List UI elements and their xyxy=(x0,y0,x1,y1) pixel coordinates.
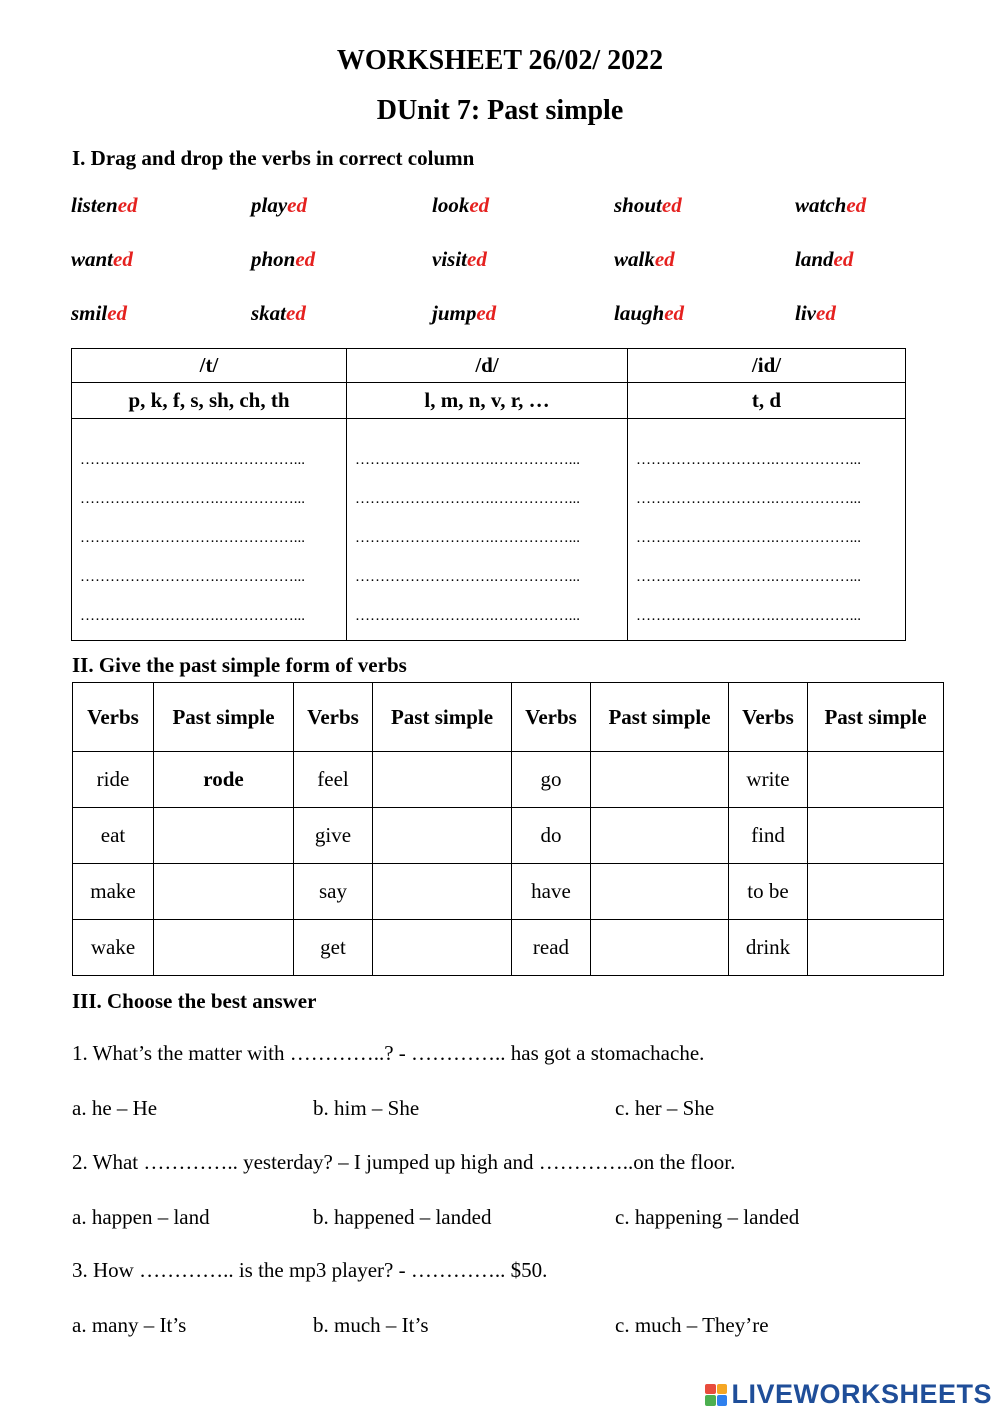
draggable-verb[interactable] xyxy=(795,301,836,326)
draggable-verb[interactable] xyxy=(251,193,307,218)
answer-line[interactable]: ……………………….……………... xyxy=(636,452,861,468)
sound-columns-table xyxy=(71,348,906,641)
past-simple-answer[interactable] xyxy=(373,808,512,864)
header-past-simple: Past simple xyxy=(591,683,729,752)
verb-stem: watch xyxy=(795,193,847,217)
verb-stem: smil xyxy=(71,301,108,325)
answer-option[interactable]: a. many – It’s xyxy=(72,1313,187,1337)
header-past-simple: Past simple xyxy=(373,683,512,752)
question-text: 2. What ………….. yesterday? – I jumped up high and …………..on the floor. xyxy=(72,1150,736,1174)
verb-stem: look xyxy=(432,193,470,217)
verb-cell: feel xyxy=(294,752,373,808)
section-2-heading: II. Give the past simple form of verbs xyxy=(72,653,407,677)
verb-suffix: ed xyxy=(661,193,682,217)
logo-icon xyxy=(705,1384,727,1406)
verb-stem: play xyxy=(251,193,288,217)
column-header-t: /t/ xyxy=(72,349,347,383)
drop-zone-t[interactable] xyxy=(72,419,347,641)
verb-stem: liv xyxy=(795,301,816,325)
verb-cell: say xyxy=(294,864,373,920)
past-simple-answer[interactable]: rode xyxy=(154,752,294,808)
answer-option[interactable]: c. much – They’re xyxy=(615,1313,769,1337)
verb-suffix: ed xyxy=(816,301,836,325)
draggable-verb[interactable] xyxy=(251,301,306,326)
verb-suffix: ed xyxy=(467,247,487,271)
answer-option[interactable]: a. happen – land xyxy=(72,1205,210,1229)
past-simple-answer[interactable] xyxy=(808,808,944,864)
verb-cell: write xyxy=(729,752,808,808)
verb-stem: want xyxy=(71,247,114,271)
verb-stem: listen xyxy=(71,193,118,217)
verb-cell: eat xyxy=(73,808,154,864)
draggable-verb[interactable] xyxy=(432,301,496,326)
answer-line[interactable]: ……………………….……………... xyxy=(80,608,305,624)
drop-zone-id[interactable] xyxy=(628,419,906,641)
past-simple-answer[interactable] xyxy=(591,808,729,864)
header-verbs: Verbs xyxy=(512,683,591,752)
table-row xyxy=(73,920,944,976)
column-letters-id: t, d xyxy=(628,383,906,419)
verb-stem: shout xyxy=(614,193,662,217)
table-row xyxy=(73,752,944,808)
drop-zone-d[interactable] xyxy=(347,419,628,641)
draggable-verb[interactable] xyxy=(71,193,138,218)
past-simple-answer[interactable] xyxy=(154,808,294,864)
verb-suffix: ed xyxy=(286,301,306,325)
past-simple-answer[interactable] xyxy=(373,920,512,976)
past-simple-answer[interactable] xyxy=(808,920,944,976)
table-row xyxy=(73,864,944,920)
answer-line[interactable]: ……………………….……………... xyxy=(355,491,580,507)
verb-suffix: ed xyxy=(107,301,128,325)
verb-stem: jump xyxy=(432,301,477,325)
draggable-verb[interactable] xyxy=(795,247,853,272)
verb-cell: read xyxy=(512,920,591,976)
answer-line[interactable]: ……………………….……………... xyxy=(636,491,861,507)
column-letters-t: p, k, f, s, sh, ch, th xyxy=(72,383,347,419)
verb-stem: laugh xyxy=(614,301,665,325)
verb-suffix: ed xyxy=(295,247,316,271)
header-past-simple: Past simple xyxy=(154,683,294,752)
verb-suffix: ed xyxy=(833,247,854,271)
draggable-verb[interactable] xyxy=(251,247,315,272)
past-simple-answer[interactable] xyxy=(808,864,944,920)
verb-cell: give xyxy=(294,808,373,864)
answer-line[interactable]: ……………………….……………... xyxy=(636,569,861,585)
answer-option[interactable]: a. he – He xyxy=(72,1096,158,1120)
answer-line[interactable]: ……………………….……………... xyxy=(80,569,305,585)
draggable-verb[interactable] xyxy=(614,247,675,272)
header-verbs: Verbs xyxy=(73,683,154,752)
logo-text: LIVEWORKSHEETS xyxy=(731,1379,992,1409)
answer-line[interactable]: ……………………….……………... xyxy=(636,608,861,624)
answer-line[interactable]: ……………………….……………... xyxy=(355,608,580,624)
worksheet-title: WORKSHEET 26/02/ 2022 xyxy=(336,45,664,76)
answer-line[interactable]: ……………………….……………... xyxy=(355,569,580,585)
answer-line[interactable]: ……………………….……………... xyxy=(80,452,305,468)
table-row xyxy=(73,808,944,864)
draggable-verb[interactable] xyxy=(71,301,127,326)
answer-option[interactable]: b. happened – landed xyxy=(313,1205,492,1229)
liveworksheets-logo xyxy=(705,1379,992,1410)
answer-option[interactable]: b. much – It’s xyxy=(313,1313,429,1337)
column-letters-d: l, m, n, v, r, … xyxy=(347,383,628,419)
section-1-heading: I. Drag and drop the verbs in correct column xyxy=(72,146,475,170)
draggable-verb[interactable] xyxy=(795,193,866,218)
verb-cell: go xyxy=(512,752,591,808)
section-3-heading: III. Choose the best answer xyxy=(72,989,317,1013)
draggable-verb[interactable] xyxy=(432,247,487,272)
answer-line[interactable]: ……………………….……………... xyxy=(355,452,580,468)
verb-suffix: ed xyxy=(846,193,867,217)
verb-stem: walk xyxy=(614,247,655,271)
past-simple-answer[interactable] xyxy=(373,752,512,808)
verb-cell: find xyxy=(729,808,808,864)
past-simple-answer[interactable] xyxy=(154,864,294,920)
column-header-d: /d/ xyxy=(347,349,628,383)
past-simple-answer[interactable] xyxy=(591,920,729,976)
header-past-simple: Past simple xyxy=(808,683,944,752)
verb-cell: to be xyxy=(729,864,808,920)
answer-option[interactable]: c. happening – landed xyxy=(615,1205,800,1229)
draggable-verb[interactable] xyxy=(614,193,682,218)
verb-suffix: ed xyxy=(654,247,675,271)
verb-suffix: ed xyxy=(476,301,497,325)
verb-cell: ride xyxy=(73,752,154,808)
draggable-verb[interactable] xyxy=(71,247,133,272)
answer-option[interactable]: b. him – She xyxy=(313,1096,420,1120)
draggable-verb[interactable] xyxy=(614,301,684,326)
answer-option[interactable]: c. her – She xyxy=(615,1096,715,1120)
answer-line[interactable]: ……………………….……………... xyxy=(636,530,861,546)
header-verbs: Verbs xyxy=(729,683,808,752)
verb-cell: make xyxy=(73,864,154,920)
verb-suffix: ed xyxy=(113,247,133,271)
verb-cell: have xyxy=(512,864,591,920)
draggable-verb[interactable] xyxy=(432,193,489,218)
verb-suffix: ed xyxy=(117,193,138,217)
past-simple-answer[interactable] xyxy=(591,864,729,920)
verb-cell: drink xyxy=(729,920,808,976)
verb-stem: land xyxy=(795,247,834,271)
question-text: 3. How ………….. is the mp3 player? - ………….. $50. xyxy=(72,1258,548,1282)
verb-cell: get xyxy=(294,920,373,976)
verb-suffix: ed xyxy=(287,193,307,217)
past-simple-answer[interactable] xyxy=(808,752,944,808)
unit-subtitle: DUnit 7: Past simple xyxy=(376,95,624,126)
verb-cell: wake xyxy=(73,920,154,976)
past-simple-answer[interactable] xyxy=(591,752,729,808)
verb-stem: skat xyxy=(251,301,287,325)
past-simple-table xyxy=(72,682,944,976)
verb-stem: phon xyxy=(251,247,296,271)
answer-line[interactable]: ……………………….……………... xyxy=(80,491,305,507)
answer-line[interactable]: ……………………….……………... xyxy=(355,530,580,546)
answer-line[interactable]: ……………………….……………... xyxy=(80,530,305,546)
past-simple-answer[interactable] xyxy=(373,864,512,920)
verb-stem: visit xyxy=(432,247,467,271)
past-simple-answer[interactable] xyxy=(154,920,294,976)
verb-cell: do xyxy=(512,808,591,864)
header-verbs: Verbs xyxy=(294,683,373,752)
verb-suffix: ed xyxy=(469,193,490,217)
question-text: 1. What’s the matter with …………..? - ………….. has got a stomachache. xyxy=(72,1041,705,1065)
column-header-id: /id/ xyxy=(628,349,906,383)
verb-suffix: ed xyxy=(664,301,685,325)
